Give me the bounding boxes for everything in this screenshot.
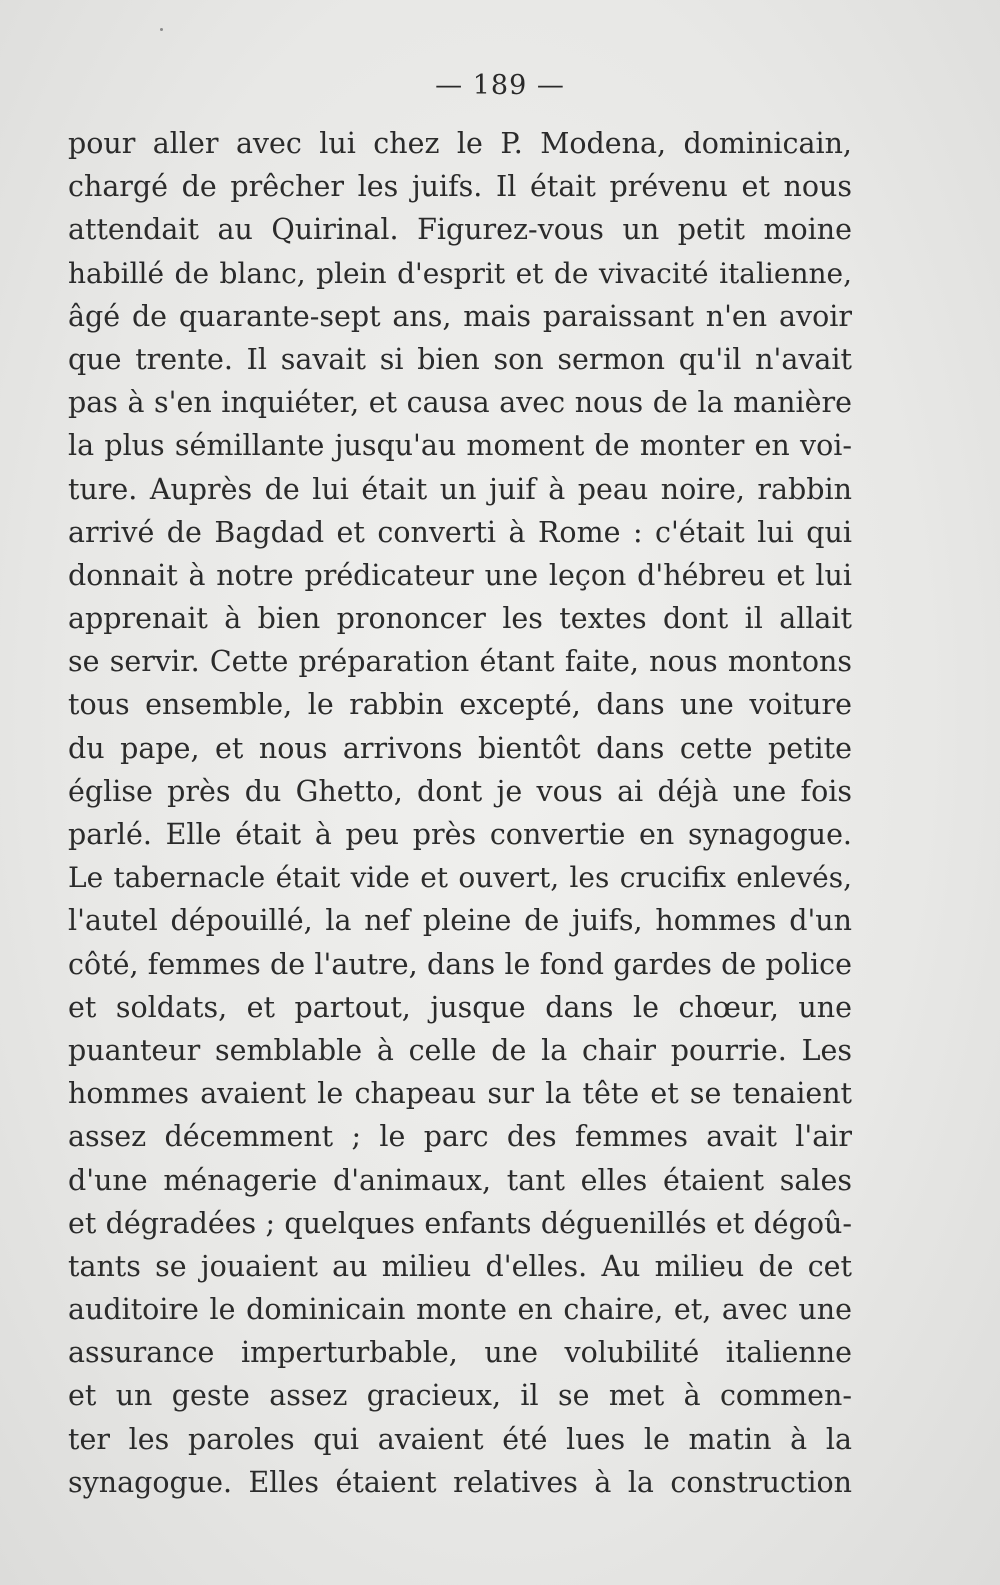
text-line: assurance imperturbable, une volubilité italienne <box>68 1336 852 1370</box>
text-line: ture. Auprès de lui était un juif à peau noire, rabbin <box>68 472 852 506</box>
text-line: arrivé de Bagdad et converti à Rome : c'était lui qui <box>68 515 852 549</box>
text-line: se servir. Cette préparation étant faite, nous montons <box>68 645 852 679</box>
text-line: auditoire le dominicain monte en chaire, et, avec une <box>68 1293 852 1327</box>
text-line: pour aller avec lui chez le P. Modena, dominicain, <box>68 127 852 160</box>
text-line: tants se jouaient au milieu d'elles. Au milieu de cet <box>68 1249 852 1283</box>
text-line: attendait au Quirinal. Figurez-vous un petit moine <box>68 213 852 247</box>
text-line: synagogue. Elles étaient relatives à la construction <box>68 1465 852 1499</box>
text-line: habillé de blanc, plein d'esprit et de vivacité italienne, <box>68 256 852 290</box>
text-line: d'une ménagerie d'animaux, tant elles étaient sales <box>68 1163 852 1197</box>
body-text <box>68 122 852 1504</box>
page-number: — 189 — <box>435 70 565 101</box>
text-line: donnait à notre prédicateur une leçon d'hébreu et lui <box>68 558 852 592</box>
text-line: et dégradées ; quelques enfants déguenillés et dégoû- <box>68 1206 852 1240</box>
text-line: la plus sémillante jusqu'au moment de monter en voi- <box>68 429 852 463</box>
text-line: parlé. Elle était à peu près convertie en synagogue. <box>68 818 852 851</box>
text-line: et soldats, et partout, jusque dans le chœur, une <box>68 990 852 1024</box>
paper-speck <box>160 28 163 31</box>
text-line: église près du Ghetto, dont je vous ai déjà une fois <box>68 774 852 808</box>
text-line: que trente. Il savait si bien son sermon qu'il n'avait <box>68 342 852 376</box>
text-line: Le tabernacle était vide et ouvert, les crucifix enlevés, <box>68 861 852 895</box>
text-line: l'autel dépouillé, la nef pleine de juifs, hommes d'un <box>68 904 852 938</box>
text-line: apprenait à bien prononcer les textes dont il allait <box>68 602 852 636</box>
text-line: du pape, et nous arrivons bientôt dans cette petite <box>68 731 852 765</box>
text-line: puanteur semblable à celle de la chair pourrie. Les <box>68 1033 852 1067</box>
text-line: tous ensemble, le rabbin excepté, dans une voiture <box>68 688 852 722</box>
text-line: côté, femmes de l'autre, dans le fond gardes de police <box>68 947 852 981</box>
text-line: et un geste assez gracieux, il se met à commen- <box>68 1379 852 1413</box>
text-line: assez décemment ; le parc des femmes avait l'air <box>68 1120 852 1154</box>
text-line: âgé de quarante-sept ans, mais paraissant n'en avoir <box>68 299 852 333</box>
text-line: pas à s'en inquiéter, et causa avec nous de la manière <box>68 386 852 420</box>
text-line: chargé de prêcher les juifs. Il était prévenu et nous <box>68 170 852 204</box>
text-line: hommes avaient le chapeau sur la tête et se tenaient <box>68 1077 852 1111</box>
text-line: ter les paroles qui avaient été lues le matin à la <box>68 1422 852 1456</box>
